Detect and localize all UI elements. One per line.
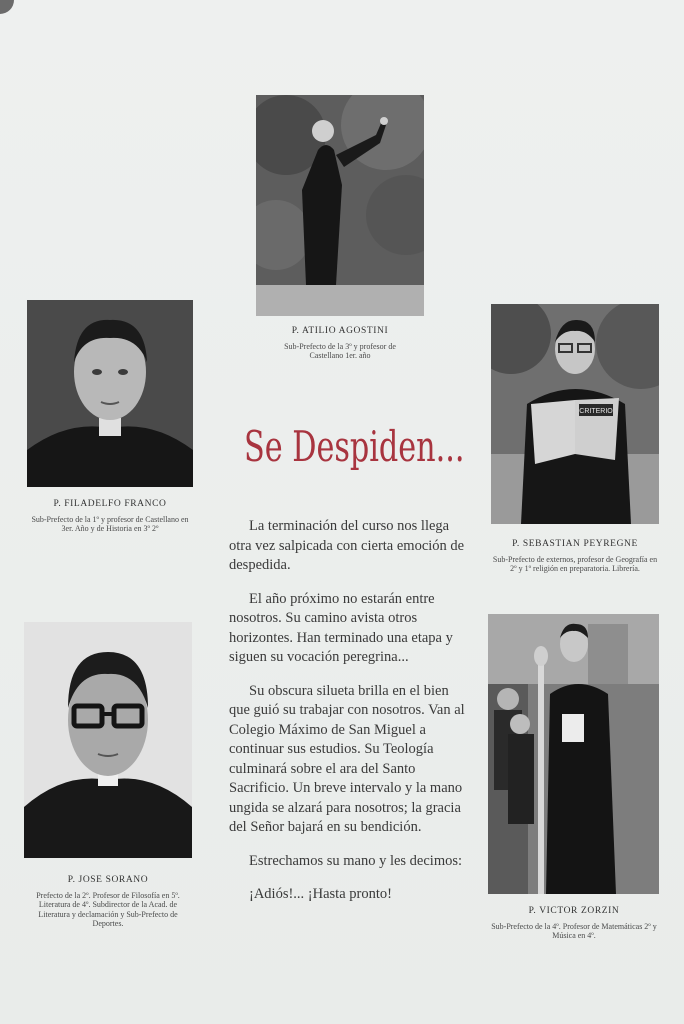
caption-sorano — [20, 876, 196, 929]
body-paragraph: Su obscura silueta brilla en el bien que guió su trabajar con nosotros. Van al Colegio Máximo de San Miguel a continuar sus estudios. Su Teología culminará sobre el ara del Santo Sacrificio. Un breve intervalo y la mano ungida se alzará para nosotros; la gracia del Señor bajará en su bendición. — [229, 682, 465, 835]
role-peyregne: Sub-Prefecto de externos, profesor de Geografía en 2º y 1º religión en preparatoria. Librería. — [492, 554, 658, 573]
photo-sorano — [24, 622, 192, 858]
role-franco: Sub-Prefecto de la 1º y profesor de Castellano en 3er. Año y de Historia en 3º 2º — [31, 514, 189, 533]
name-peyregne: P. SEBASTIAN PEYREGNE — [512, 539, 638, 549]
caption-peyregne — [486, 540, 664, 574]
role-sorano: Prefecto de la 2º. Profesor de Filosofía en 5º. Literatura de 4º. Subdirector de la Acad. de Literatura y declamación y Sub-Prefecto de Deportes. — [36, 890, 180, 928]
caption-zorzin — [484, 907, 664, 941]
article-body — [229, 517, 465, 919]
photo-peyregne — [491, 304, 659, 524]
body-paragraph: La terminación del curso nos llega otra vez salpicada con cierta emoción de despedida. — [229, 518, 465, 573]
name-zorzin: P. VICTOR ZORZIN — [528, 906, 620, 916]
role-agostini: Sub-Prefecto de la 3º y profesor de Castellano 1er. año — [284, 341, 396, 360]
article-title: Se Despiden... — [244, 422, 465, 471]
name-sorano: P. JOSE SORANO — [67, 875, 149, 885]
page-corner-mark — [0, 0, 14, 14]
name-franco: P. FILADELFO FRANCO — [53, 499, 167, 509]
photo-zorzin — [488, 614, 659, 894]
photo-agostini — [256, 95, 424, 316]
closing-line: ¡Adiós!... ¡Hasta pronto! — [249, 886, 392, 902]
photo-franco — [27, 300, 193, 487]
body-paragraph: El año próximo no estarán entre nosotros. Su camino avista otros horizontes. Han terminado una etapa y siguen su vocación peregrina... — [229, 590, 453, 665]
body-paragraph: Estrechamos su mano y les decimos: — [249, 852, 463, 869]
name-agostini: P. ATILIO AGOSTINI — [291, 326, 389, 336]
magazine-cover-text: CRITERIO — [579, 408, 613, 415]
role-zorzin: Sub-Prefecto de la 4º. Profesor de Matemáticas 2º y Música en 4º. — [491, 921, 657, 940]
caption-franco — [24, 500, 196, 534]
caption-agostini — [250, 327, 430, 361]
